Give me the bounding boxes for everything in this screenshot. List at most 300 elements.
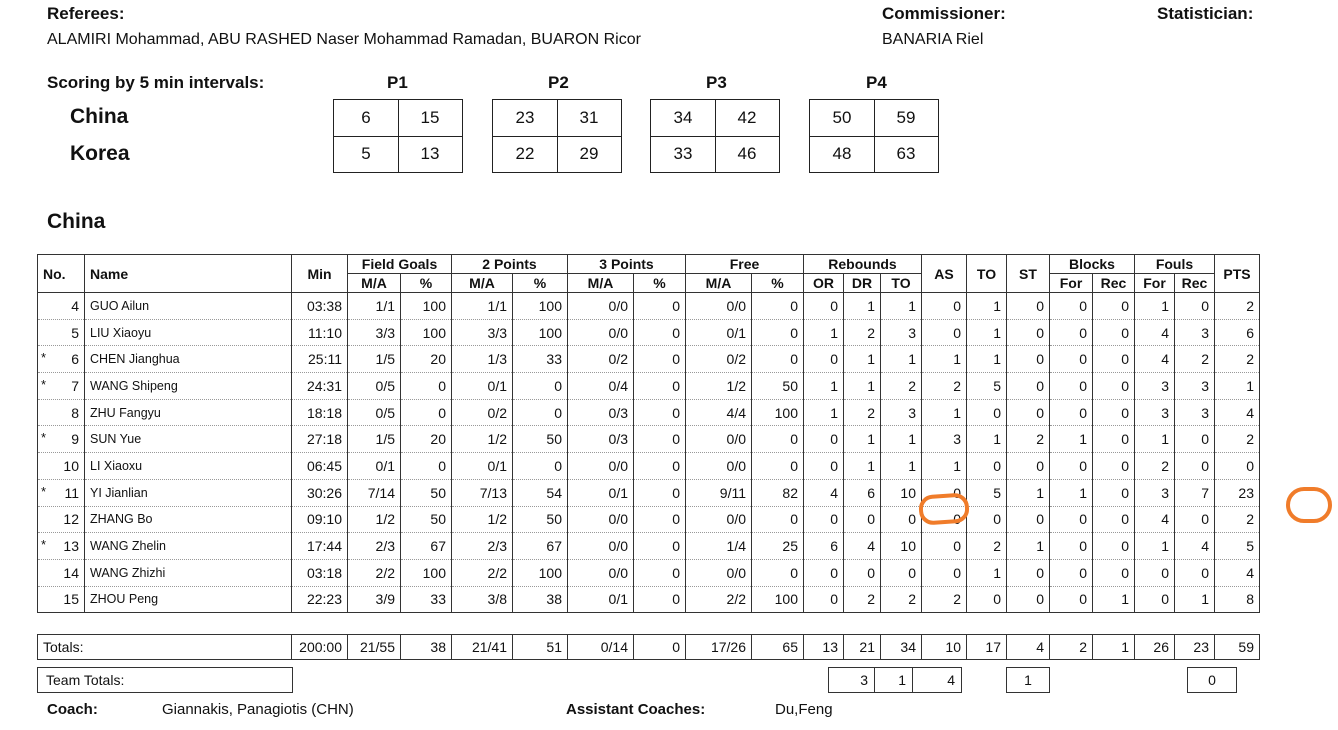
table-row: [38, 453, 1260, 480]
table-row: [38, 586, 1260, 613]
cell-blk-rec: 0: [1093, 479, 1135, 506]
team-totals-to: 1: [1024, 672, 1032, 688]
cell-to: 1: [967, 346, 1007, 373]
assistant-coaches-names: Du,Feng: [775, 701, 833, 718]
subheader-fg-pct: %: [401, 274, 452, 293]
coach-name: Giannakis, Panagiotis (CHN): [162, 701, 354, 718]
cell-or: 1: [804, 319, 844, 346]
totals-fg-pct: 38: [401, 635, 452, 660]
score-china-p1-a: 6: [361, 108, 371, 127]
cell-2p: 7/13: [452, 479, 513, 506]
cell-to: 5: [967, 373, 1007, 400]
totals-st: 4: [1007, 635, 1050, 660]
player-number-value: 5: [71, 324, 79, 341]
cell-fg: 2/3: [348, 533, 401, 560]
cell-reb-to: 3: [881, 399, 922, 426]
scoring-team-china: China: [70, 105, 129, 128]
cell-3p-pct: 0: [634, 506, 686, 533]
box-score-table: [37, 254, 1260, 613]
cell-pts: 2: [1215, 346, 1260, 373]
totals-or: 13: [804, 635, 844, 660]
cell-fg: 0/5: [348, 399, 401, 426]
cell-blk-for: 0: [1050, 586, 1093, 613]
totals-as: 10: [922, 635, 967, 660]
col-header-as: AS: [922, 255, 967, 293]
cell-to: 1: [967, 293, 1007, 320]
cell-or: 0: [804, 293, 844, 320]
cell-fouls-rec: 0: [1175, 559, 1215, 586]
cell-or: 0: [804, 559, 844, 586]
team-totals-reb-to: 4: [947, 672, 955, 688]
cell-3p: 0/4: [568, 373, 634, 400]
cell-fouls-rec: 3: [1175, 373, 1215, 400]
cell-fg: 2/2: [348, 559, 401, 586]
table-row: [38, 346, 1260, 373]
period-box-p4: [809, 99, 939, 173]
cell-min: 27:18: [292, 426, 348, 453]
cell-fouls-for: 3: [1135, 479, 1175, 506]
team-totals-fouls-box: [1187, 667, 1237, 693]
cell-ft: 4/4: [686, 399, 752, 426]
starter-marker: *: [41, 377, 47, 393]
cell-3p: 0/0: [568, 559, 634, 586]
cell-pts: 23: [1215, 479, 1260, 506]
totals-3p-pct: 0: [634, 635, 686, 660]
cell-2p-pct: 0: [513, 373, 568, 400]
cell-reb-to: 0: [881, 506, 922, 533]
cell-3p: 0/3: [568, 426, 634, 453]
player-number: [38, 319, 85, 346]
cell-blk-for: 0: [1050, 399, 1093, 426]
referees-label: Referees:: [47, 4, 125, 23]
score-korea-p4-b: 63: [896, 144, 916, 163]
cell-ft: 0/0: [686, 506, 752, 533]
cell-3p-pct: 0: [634, 293, 686, 320]
cell-fouls-for: 0: [1135, 586, 1175, 613]
cell-ft: 2/2: [686, 586, 752, 613]
cell-fg: 0/5: [348, 373, 401, 400]
cell-min: 22:23: [292, 586, 348, 613]
cell-3p-pct: 0: [634, 373, 686, 400]
cell-ft-pct: 0: [752, 346, 804, 373]
cell-ft-pct: 0: [752, 559, 804, 586]
player-rows: [38, 293, 1260, 613]
cell-as: 0: [922, 559, 967, 586]
cell-ft-pct: 0: [752, 426, 804, 453]
cell-min: 09:10: [292, 506, 348, 533]
subheader-ft-ma: M/A: [686, 274, 752, 293]
cell-2p: 1/2: [452, 506, 513, 533]
table-row: [38, 426, 1260, 453]
table-row: [38, 293, 1260, 320]
cell-fg: 1/2: [348, 506, 401, 533]
cell-dr: 2: [844, 319, 881, 346]
player-number-value: 10: [63, 457, 79, 474]
cell-st: 0: [1007, 586, 1050, 613]
cell-reb-to: 10: [881, 479, 922, 506]
cell-fouls-rec: 0: [1175, 293, 1215, 320]
cell-2p-pct: 38: [513, 586, 568, 613]
cell-min: 30:26: [292, 479, 348, 506]
subheader-fouls-for: For: [1135, 274, 1175, 293]
starter-marker: *: [41, 350, 47, 366]
cell-3p-pct: 0: [634, 399, 686, 426]
scoring-label: Scoring by 5 min intervals:: [47, 73, 265, 92]
player-number: [38, 426, 85, 453]
cell-blk-for: 0: [1050, 319, 1093, 346]
cell-ft-pct: 50: [752, 373, 804, 400]
table-row: [38, 399, 1260, 426]
cell-blk-for: 1: [1050, 479, 1093, 506]
player-number-value: 13: [63, 538, 79, 555]
cell-to: 5: [967, 479, 1007, 506]
team-title: China: [47, 210, 106, 233]
col-header-free: Free: [686, 255, 804, 274]
statistician-label: Statistician:: [1157, 4, 1254, 23]
player-name: LIU Xiaoyu: [85, 319, 292, 346]
cell-ft: 0/0: [686, 426, 752, 453]
cell-st: 0: [1007, 346, 1050, 373]
cell-ft: 1/4: [686, 533, 752, 560]
cell-as: 1: [922, 346, 967, 373]
cell-blk-rec: 0: [1093, 319, 1135, 346]
cell-2p-pct: 0: [513, 399, 568, 426]
coach-label: Coach:: [47, 701, 98, 718]
player-name: YI Jianlian: [85, 479, 292, 506]
player-number-value: 4: [71, 297, 79, 314]
cell-ft: 0/2: [686, 346, 752, 373]
player-number: [38, 373, 85, 400]
cell-fg: 0/1: [348, 453, 401, 480]
cell-2p: 1/2: [452, 426, 513, 453]
cell-ft: 0/0: [686, 559, 752, 586]
totals-min: 200:00: [292, 635, 348, 660]
cell-blk-for: 0: [1050, 559, 1093, 586]
totals-row: [38, 635, 1260, 660]
cell-fg-pct: 0: [401, 373, 452, 400]
cell-ft-pct: 0: [752, 506, 804, 533]
cell-2p: 1/1: [452, 293, 513, 320]
cell-as: 0: [922, 319, 967, 346]
cell-blk-for: 0: [1050, 373, 1093, 400]
cell-to: 1: [967, 426, 1007, 453]
cell-3p: 0/0: [568, 533, 634, 560]
cell-2p: 3/8: [452, 586, 513, 613]
cell-fouls-for: 1: [1135, 426, 1175, 453]
totals-ft: 17/26: [686, 635, 752, 660]
commissioner-label: Commissioner:: [882, 4, 1006, 23]
cell-fg-pct: 100: [401, 559, 452, 586]
cell-st: 0: [1007, 399, 1050, 426]
cell-fouls-rec: 0: [1175, 453, 1215, 480]
cell-fg: 1/5: [348, 426, 401, 453]
cell-ft: 9/11: [686, 479, 752, 506]
player-number: [38, 453, 85, 480]
player-number-value: 11: [64, 484, 79, 501]
cell-as: 3: [922, 426, 967, 453]
cell-dr: 2: [844, 399, 881, 426]
col-header-2-points: 2 Points: [452, 255, 568, 274]
cell-reb-to: 1: [881, 346, 922, 373]
cell-ft: 0/1: [686, 319, 752, 346]
cell-ft-pct: 0: [752, 453, 804, 480]
team-totals-dr: 1: [875, 668, 913, 692]
cell-fg-pct: 67: [401, 533, 452, 560]
cell-ft-pct: 0: [752, 319, 804, 346]
commissioner-name: BANARIA Riel: [882, 31, 984, 48]
cell-dr: 4: [844, 533, 881, 560]
cell-fouls-for: 0: [1135, 559, 1175, 586]
cell-blk-for: 0: [1050, 533, 1093, 560]
score-china-p3-a: 34: [673, 108, 693, 127]
player-name: WANG Shipeng: [85, 373, 292, 400]
score-korea-p2-a: 22: [515, 144, 535, 163]
player-number: [38, 479, 85, 506]
totals-to: 17: [967, 635, 1007, 660]
cell-blk-rec: 0: [1093, 559, 1135, 586]
highlight-circle-rebounds: [918, 492, 970, 525]
cell-as: 0: [922, 293, 967, 320]
cell-2p: 1/3: [452, 346, 513, 373]
cell-fg-pct: 50: [401, 479, 452, 506]
cell-fg: 7/14: [348, 479, 401, 506]
cell-dr: 0: [844, 559, 881, 586]
totals-fouls-for: 26: [1135, 635, 1175, 660]
cell-2p-pct: 54: [513, 479, 568, 506]
score-korea-p3-b: 46: [737, 144, 757, 163]
subheader-dr: DR: [844, 274, 881, 293]
starter-marker: *: [41, 483, 47, 499]
cell-reb-to: 1: [881, 293, 922, 320]
cell-blk-rec: 0: [1093, 293, 1135, 320]
team-totals-or: 3: [829, 668, 875, 692]
cell-3p: 0/1: [568, 479, 634, 506]
cell-or: 0: [804, 586, 844, 613]
cell-blk-rec: 0: [1093, 373, 1135, 400]
team-totals-label-box: [37, 667, 293, 693]
cell-st: 1: [1007, 479, 1050, 506]
starter-marker: *: [41, 430, 47, 446]
cell-fouls-for: 3: [1135, 373, 1175, 400]
table-row: [38, 373, 1260, 400]
assistant-coaches-label: Assistant Coaches:: [566, 701, 706, 718]
totals-reb-to: 34: [881, 635, 922, 660]
cell-fg-pct: 0: [401, 453, 452, 480]
cell-dr: 1: [844, 373, 881, 400]
subheader-2p-ma: M/A: [452, 274, 513, 293]
player-number-value: 7: [71, 377, 79, 394]
col-header-name: Name: [85, 255, 292, 293]
cell-fg-pct: 20: [401, 426, 452, 453]
cell-blk-for: 0: [1050, 346, 1093, 373]
score-china-p4-a: 50: [832, 108, 852, 127]
cell-fg: 1/1: [348, 293, 401, 320]
cell-fouls-for: 4: [1135, 346, 1175, 373]
cell-2p: 0/1: [452, 373, 513, 400]
table-row: [38, 533, 1260, 560]
cell-or: 6: [804, 533, 844, 560]
cell-min: 11:10: [292, 319, 348, 346]
totals-2p: 21/41: [452, 635, 513, 660]
cell-2p-pct: 50: [513, 506, 568, 533]
cell-2p-pct: 0: [513, 453, 568, 480]
cell-fouls-for: 2: [1135, 453, 1175, 480]
player-number: [38, 293, 85, 320]
cell-as: 2: [922, 373, 967, 400]
cell-fg-pct: 20: [401, 346, 452, 373]
cell-reb-to: 3: [881, 319, 922, 346]
cell-2p: 3/3: [452, 319, 513, 346]
starter-marker: *: [41, 537, 47, 553]
player-number-value: 14: [63, 564, 79, 581]
cell-st: 0: [1007, 559, 1050, 586]
cell-3p-pct: 0: [634, 479, 686, 506]
cell-fouls-rec: 1: [1175, 586, 1215, 613]
totals-dr: 21: [844, 635, 881, 660]
cell-3p-pct: 0: [634, 559, 686, 586]
cell-3p: 0/3: [568, 399, 634, 426]
cell-st: 0: [1007, 373, 1050, 400]
subheader-ft-pct: %: [752, 274, 804, 293]
score-china-p1-b: 15: [420, 108, 440, 127]
player-name: GUO Ailun: [85, 293, 292, 320]
player-number: [38, 533, 85, 560]
cell-fouls-rec: 4: [1175, 533, 1215, 560]
period-box-p1: [333, 99, 463, 173]
player-number: [38, 346, 85, 373]
cell-2p-pct: 67: [513, 533, 568, 560]
cell-pts: 0: [1215, 453, 1260, 480]
cell-pts: 4: [1215, 559, 1260, 586]
cell-fg-pct: 50: [401, 506, 452, 533]
cell-2p-pct: 100: [513, 293, 568, 320]
cell-3p-pct: 0: [634, 586, 686, 613]
cell-3p: 0/0: [568, 453, 634, 480]
cell-dr: 6: [844, 479, 881, 506]
cell-fg-pct: 100: [401, 293, 452, 320]
cell-2p: 0/2: [452, 399, 513, 426]
score-korea-p1-b: 13: [420, 144, 440, 163]
cell-reb-to: 1: [881, 453, 922, 480]
cell-2p-pct: 50: [513, 426, 568, 453]
cell-to: 0: [967, 586, 1007, 613]
cell-min: 18:18: [292, 399, 348, 426]
player-name: SUN Yue: [85, 426, 292, 453]
cell-to: 0: [967, 506, 1007, 533]
col-header-to: TO: [967, 255, 1007, 293]
scoring-team-korea: Korea: [70, 142, 130, 165]
cell-pts: 8: [1215, 586, 1260, 613]
cell-as: 0: [922, 533, 967, 560]
cell-ft-pct: 82: [752, 479, 804, 506]
cell-2p-pct: 100: [513, 559, 568, 586]
totals-pts: 59: [1215, 635, 1260, 660]
totals-fg: 21/55: [348, 635, 401, 660]
cell-as: 0: [922, 506, 967, 533]
cell-pts: 2: [1215, 426, 1260, 453]
totals-table: [37, 634, 1260, 660]
cell-fouls-rec: 3: [1175, 399, 1215, 426]
cell-dr: 1: [844, 453, 881, 480]
cell-fg-pct: 33: [401, 586, 452, 613]
cell-ft-pct: 100: [752, 399, 804, 426]
cell-reb-to: 2: [881, 373, 922, 400]
cell-blk-rec: 0: [1093, 426, 1135, 453]
cell-st: 0: [1007, 506, 1050, 533]
player-number-value: 8: [71, 404, 79, 421]
player-number-value: 12: [63, 511, 79, 528]
cell-st: 1: [1007, 533, 1050, 560]
score-korea-p2-b: 29: [579, 144, 599, 163]
cell-reb-to: 10: [881, 533, 922, 560]
cell-3p-pct: 0: [634, 319, 686, 346]
subheader-fg-ma: M/A: [348, 274, 401, 293]
subheader-2p-pct: %: [513, 274, 568, 293]
player-name: ZHOU Peng: [85, 586, 292, 613]
cell-pts: 5: [1215, 533, 1260, 560]
player-number-value: 15: [63, 591, 79, 608]
totals-blk-rec: 1: [1093, 635, 1135, 660]
cell-as: 2: [922, 586, 967, 613]
cell-blk-rec: 0: [1093, 533, 1135, 560]
cell-fg: 1/5: [348, 346, 401, 373]
player-name: CHEN Jianghua: [85, 346, 292, 373]
score-china-p2-a: 23: [515, 108, 535, 127]
cell-dr: 1: [844, 426, 881, 453]
cell-3p: 0/0: [568, 506, 634, 533]
score-korea-p1-a: 5: [361, 144, 371, 163]
player-name: WANG Zhizhi: [85, 559, 292, 586]
cell-3p: 0/1: [568, 586, 634, 613]
totals-2p-pct: 51: [513, 635, 568, 660]
cell-pts: 2: [1215, 293, 1260, 320]
cell-fouls-rec: 0: [1175, 426, 1215, 453]
team-totals-to-box: [1006, 667, 1050, 693]
cell-st: 2: [1007, 426, 1050, 453]
totals-ft-pct: 65: [752, 635, 804, 660]
subheader-blk-rec: Rec: [1093, 274, 1135, 293]
cell-fouls-rec: 7: [1175, 479, 1215, 506]
player-number: [38, 559, 85, 586]
cell-blk-for: 1: [1050, 426, 1093, 453]
cell-min: 03:18: [292, 559, 348, 586]
subheader-reb-to: TO: [881, 274, 922, 293]
player-number-value: 6: [71, 351, 79, 368]
cell-3p: 0/0: [568, 293, 634, 320]
period-label-p2: P2: [548, 73, 569, 92]
team-totals-rebounds-box: [828, 667, 962, 693]
cell-ft-pct: 0: [752, 293, 804, 320]
cell-st: 0: [1007, 293, 1050, 320]
cell-reb-to: 2: [881, 586, 922, 613]
cell-or: 0: [804, 453, 844, 480]
cell-pts: 4: [1215, 399, 1260, 426]
cell-fouls-for: 3: [1135, 399, 1175, 426]
cell-blk-for: 0: [1050, 506, 1093, 533]
col-header-rebounds: Rebounds: [804, 255, 922, 274]
col-header-min: Min: [292, 255, 348, 293]
cell-dr: 2: [844, 586, 881, 613]
team-totals-label: Team Totals:: [46, 672, 125, 688]
cell-3p-pct: 0: [634, 453, 686, 480]
col-header-3-points: 3 Points: [568, 255, 686, 274]
totals-3p: 0/14: [568, 635, 634, 660]
col-header-st: ST: [1007, 255, 1050, 293]
cell-min: 06:45: [292, 453, 348, 480]
subheader-or: OR: [804, 274, 844, 293]
cell-blk-rec: 0: [1093, 506, 1135, 533]
cell-ft: 0/0: [686, 453, 752, 480]
